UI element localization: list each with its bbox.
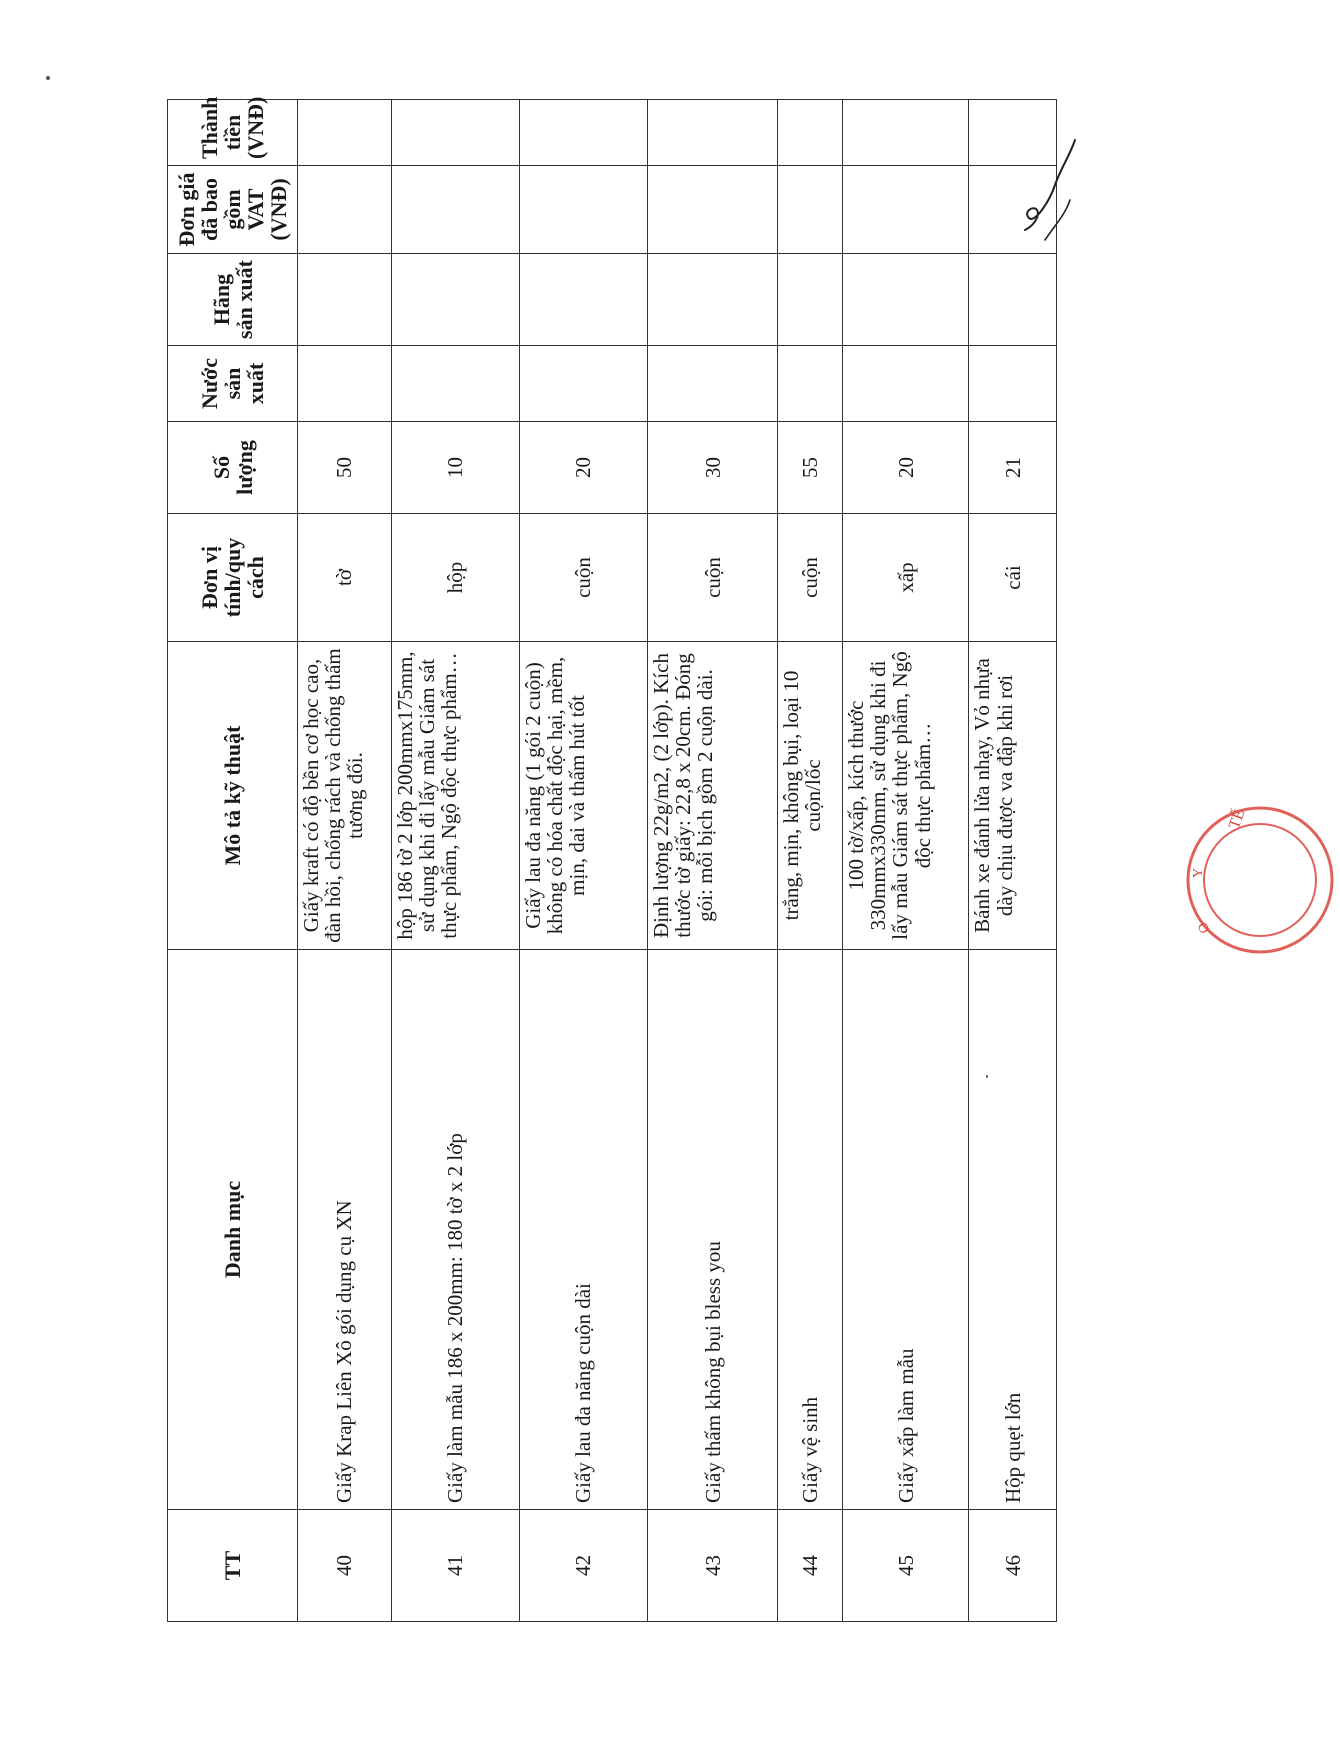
cell-don-gia xyxy=(391,166,519,254)
cell-so-luong: 20 xyxy=(519,422,647,514)
official-stamp xyxy=(1180,800,1340,960)
header-don-gia: Đơn giá đã bao gồm VAT (VNĐ) xyxy=(168,166,298,254)
header-row xyxy=(168,100,298,1622)
cell-mo-ta: Bánh xe đánh lửa nhạy, Vỏ nhựa dày chịu được va đập khi rơi xyxy=(969,642,1057,950)
cell-don-gia xyxy=(778,166,843,254)
cell-mo-ta: 100 tờ/xấp, kích thước 330mmx330mm, sử dụng khi đi lấy mẫu Giám sát thực phẩm, Ngộ độc thực phẩm… xyxy=(843,642,969,950)
cell-nuoc-san-xuat xyxy=(648,346,778,422)
table-row xyxy=(391,100,519,1622)
cell-so-luong: 30 xyxy=(648,422,778,514)
cell-don-gia xyxy=(843,166,969,254)
cell-nuoc-san-xuat xyxy=(391,346,519,422)
cell-don-vi: xấp xyxy=(843,514,969,642)
cell-mo-ta: trắng, mịn, không bụi, loại 10 cuộn/lốc xyxy=(778,642,843,950)
header-danh-muc: Danh mục xyxy=(168,950,298,1510)
cell-danh-muc: Giấy Krap Liên Xô gói dụng cụ XN xyxy=(298,950,392,1510)
cell-thanh-tien xyxy=(519,100,647,166)
cell-thanh-tien xyxy=(843,100,969,166)
header-so-luong: Số lượng xyxy=(168,422,298,514)
table-row xyxy=(519,100,647,1622)
product-table xyxy=(167,96,1057,1622)
svg-text:O: O xyxy=(1195,919,1214,936)
cell-hang-san-xuat xyxy=(778,254,843,346)
cell-mo-ta: Giấy kraft có độ bền cơ học cao, đàn hồi, chống rách và chống thấm tương đối. xyxy=(298,642,392,950)
cell-hang-san-xuat xyxy=(298,254,392,346)
cell-thanh-tien xyxy=(391,100,519,166)
cell-tt: 42 xyxy=(519,1510,647,1622)
header-mo-ta: Mô tả kỹ thuật xyxy=(168,642,298,950)
cell-hang-san-xuat xyxy=(843,254,969,346)
cell-nuoc-san-xuat xyxy=(843,346,969,422)
cell-nuoc-san-xuat xyxy=(298,346,392,422)
cell-tt: 40 xyxy=(298,1510,392,1622)
cell-so-luong: 50 xyxy=(298,422,392,514)
header-don-vi: Đơn vị tính/quy cách xyxy=(168,514,298,642)
cell-don-gia xyxy=(648,166,778,254)
cell-danh-muc: Giấy lau đa năng cuộn dài xyxy=(519,950,647,1510)
cell-thanh-tien xyxy=(298,100,392,166)
cell-don-vi: cuộn xyxy=(778,514,843,642)
cell-hang-san-xuat xyxy=(648,254,778,346)
cell-danh-muc: Giấy xấp làm mẫu xyxy=(843,950,969,1510)
cell-mo-ta: hộp 186 tờ 2 lớp 200mmx175mm, sử dụng khi đi lấy mẫu Giám sát thực phẩm, Ngộ độc thực phẩm… xyxy=(391,642,519,950)
cell-nuoc-san-xuat xyxy=(778,346,843,422)
cell-don-vi: cuộn xyxy=(519,514,647,642)
cell-hang-san-xuat xyxy=(519,254,647,346)
cell-thanh-tien xyxy=(778,100,843,166)
cell-tt: 43 xyxy=(648,1510,778,1622)
cell-tt: 45 xyxy=(843,1510,969,1622)
cell-so-luong: 10 xyxy=(391,422,519,514)
header-tt: TT xyxy=(168,1510,298,1622)
cell-hang-san-xuat xyxy=(969,254,1057,346)
table-row xyxy=(298,100,392,1622)
cell-mo-ta: Định lượng 22g/m2, (2 lớp). Kích thước tờ giấy: 22,8 x 20cm. Đóng gói: mỗi bịch gồm 2 cuộn dài. xyxy=(648,642,778,950)
cell-tt: 41 xyxy=(391,1510,519,1622)
scan-speck xyxy=(46,76,50,80)
table-row xyxy=(969,100,1057,1622)
cell-hang-san-xuat xyxy=(391,254,519,346)
cell-don-vi: tờ xyxy=(298,514,392,642)
table-row xyxy=(778,100,843,1622)
svg-text:TẾ: TẾ xyxy=(1225,807,1249,832)
cell-danh-muc: Giấy thấm không bụi bless you xyxy=(648,950,778,1510)
header-hang-san-xuat: Hãng sản xuất xyxy=(168,254,298,346)
svg-text:Y: Y xyxy=(1191,867,1206,878)
cell-danh-muc: Hộp quẹt lớn xyxy=(969,950,1057,1510)
cell-don-vi: hộp xyxy=(391,514,519,642)
table-row xyxy=(843,100,969,1622)
cell-don-vi: cái xyxy=(969,514,1057,642)
cell-danh-muc: Giấy vệ sinh xyxy=(778,950,843,1510)
cell-don-gia xyxy=(519,166,647,254)
header-nuoc-san-xuat: Nước sản xuất xyxy=(168,346,298,422)
cell-don-gia xyxy=(298,166,392,254)
signature xyxy=(1015,130,1095,250)
cell-nuoc-san-xuat xyxy=(969,346,1057,422)
cell-so-luong: 20 xyxy=(843,422,969,514)
table-row xyxy=(648,100,778,1622)
cell-danh-muc: Giấy làm mẫu 186 x 200mm: 180 tờ x 2 lớp xyxy=(391,950,519,1510)
header-thanh-tien: Thành tiền (VNĐ) xyxy=(168,100,298,166)
cell-tt: 46 xyxy=(969,1510,1057,1622)
cell-thanh-tien xyxy=(648,100,778,166)
cell-don-vi: cuộn xyxy=(648,514,778,642)
cell-nuoc-san-xuat xyxy=(519,346,647,422)
cell-tt: 44 xyxy=(778,1510,843,1622)
rotated-table-container xyxy=(167,96,1057,1622)
cell-so-luong: 55 xyxy=(778,422,843,514)
cell-so-luong: 21 xyxy=(969,422,1057,514)
cell-mo-ta: Giấy lau đa năng (1 gói 2 cuộn) không có hóa chất độc hại, mềm, mịn, dai và thấm hút tốt xyxy=(519,642,647,950)
